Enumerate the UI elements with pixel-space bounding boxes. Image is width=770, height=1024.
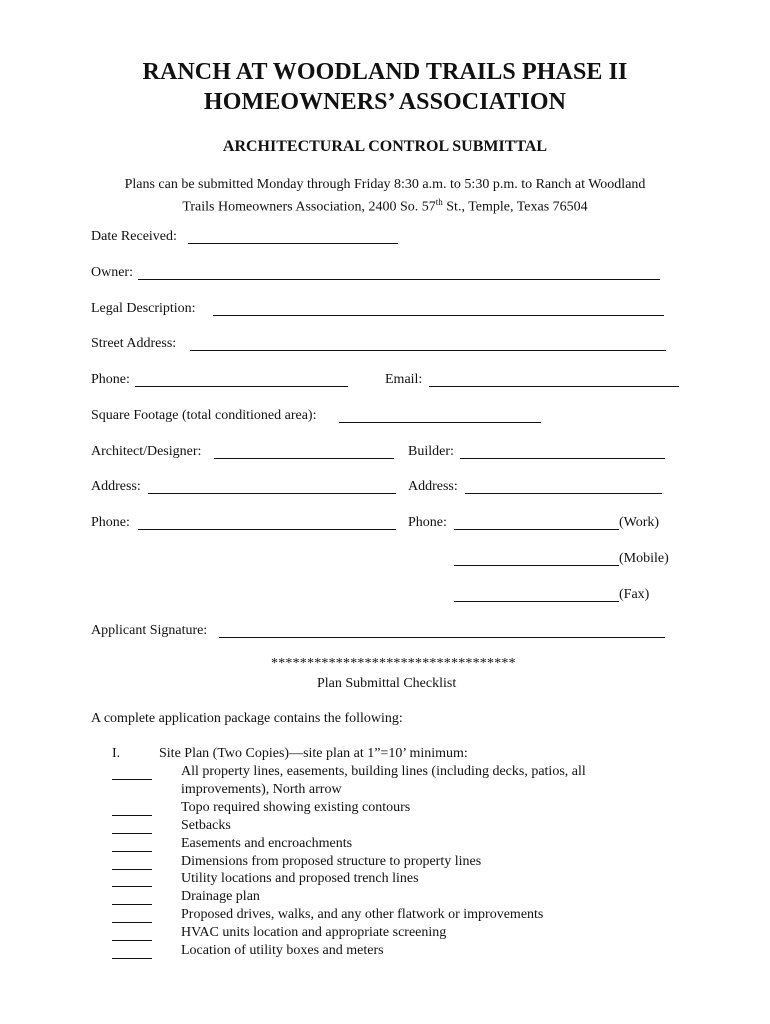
checklist-item-text: Easements and encroachments bbox=[181, 835, 353, 851]
checklist-checkbox-blank[interactable] bbox=[112, 904, 152, 905]
checklist-checkbox-blank[interactable] bbox=[112, 922, 152, 923]
checklist-checkbox-blank[interactable] bbox=[112, 958, 152, 959]
checklist-item-text: Dimensions from proposed structure to property lines bbox=[181, 853, 482, 869]
mobile-phone-field[interactable] bbox=[454, 565, 619, 566]
architect-address-field[interactable] bbox=[148, 493, 396, 494]
builder-address-label: Address: bbox=[408, 479, 458, 494]
street-address-field[interactable] bbox=[190, 350, 666, 351]
date-received-field[interactable] bbox=[188, 243, 398, 244]
checklist-item-text: Utility locations and proposed trench lines bbox=[181, 871, 419, 887]
checklist-item-text: Setbacks bbox=[181, 817, 231, 833]
intro-line-2b: St., Temple, Texas 76504 bbox=[442, 199, 588, 215]
subtitle: ARCHITECTURAL CONTROL SUBMITTAL bbox=[222, 138, 548, 155]
architect-field[interactable] bbox=[214, 458, 394, 459]
fax-field[interactable] bbox=[454, 601, 619, 602]
applicant-signature-field[interactable] bbox=[219, 637, 665, 638]
title-line-1: RANCH AT WOODLAND TRAILS PHASE II bbox=[142, 59, 628, 85]
square-footage-field[interactable] bbox=[339, 422, 541, 423]
checklist-title: Plan Submittal Checklist bbox=[317, 676, 457, 691]
checklist-checkbox-blank[interactable] bbox=[112, 815, 152, 816]
architect-phone-label: Phone: bbox=[91, 515, 130, 530]
intro-line-1: Plans can be submitted Monday through Friday 8:30 a.m. to 5:30 p.m. to Ranch at Woodland bbox=[124, 177, 646, 192]
builder-address-field[interactable] bbox=[465, 493, 662, 494]
checklist-item-text: All property lines, easements, building lines (including decks, patios, all bbox=[181, 764, 586, 779]
section-number: I. bbox=[112, 746, 121, 761]
builder-field[interactable] bbox=[460, 458, 665, 459]
work-label: (Work) bbox=[619, 515, 660, 530]
intro-line-2 bbox=[0, 194, 770, 216]
checklist-item-text: Drainage plan bbox=[181, 889, 260, 905]
email-field[interactable] bbox=[429, 386, 679, 387]
phone-label: Phone: bbox=[91, 372, 130, 387]
title-line-2: HOMEOWNERS’ ASSOCIATION bbox=[203, 89, 567, 115]
builder-label: Builder: bbox=[408, 444, 454, 459]
checklist-item-text: Topo required showing existing contours bbox=[181, 799, 411, 815]
phone-field[interactable] bbox=[135, 386, 348, 387]
work-phone-field[interactable] bbox=[454, 529, 619, 530]
asterisk-separator: ********************************** bbox=[271, 656, 516, 671]
checklist-item-text: Proposed drives, walks, and any other flatwork or improvements bbox=[181, 907, 544, 923]
legal-description-field[interactable] bbox=[213, 315, 664, 316]
mobile-label: (Mobile) bbox=[619, 551, 669, 566]
street-address-label: Street Address: bbox=[91, 336, 177, 351]
applicant-signature-label: Applicant Signature: bbox=[91, 623, 208, 638]
checklist-checkbox-blank[interactable] bbox=[112, 851, 152, 852]
date-received-label: Date Received: bbox=[91, 229, 177, 244]
intro-sup: th bbox=[435, 197, 443, 207]
builder-phone-label: Phone: bbox=[408, 515, 447, 530]
checklist-checkbox-blank[interactable] bbox=[112, 869, 152, 870]
square-footage-label: Square Footage (total conditioned area): bbox=[91, 408, 317, 423]
checklist-checkbox-blank[interactable] bbox=[112, 886, 152, 887]
owner-field[interactable] bbox=[138, 279, 660, 280]
checklist-checkbox-blank[interactable] bbox=[112, 779, 152, 780]
legal-description-label: Legal Description: bbox=[91, 301, 196, 316]
checklist-checkbox-blank[interactable] bbox=[112, 940, 152, 941]
intro-line-2a: Trails Homeowners Association, 2400 So. 57 bbox=[182, 199, 436, 215]
checklist-intro: A complete application package contains the following: bbox=[91, 711, 403, 726]
checklist-checkbox-blank[interactable] bbox=[112, 833, 152, 834]
checklist-item-text: HVAC units location and appropriate screening bbox=[181, 925, 447, 941]
architect-address-label: Address: bbox=[91, 479, 141, 494]
section-title: Site Plan (Two Copies)—site plan at 1”=10’ minimum: bbox=[159, 746, 468, 761]
architect-label: Architect/Designer: bbox=[91, 444, 202, 459]
owner-label: Owner: bbox=[91, 265, 133, 280]
architect-phone-field[interactable] bbox=[138, 529, 396, 530]
email-label: Email: bbox=[385, 372, 423, 387]
fax-label: (Fax) bbox=[619, 587, 650, 602]
checklist-item-text-continued: improvements), North arrow bbox=[181, 781, 342, 797]
checklist-item-text: Location of utility boxes and meters bbox=[181, 943, 384, 958]
